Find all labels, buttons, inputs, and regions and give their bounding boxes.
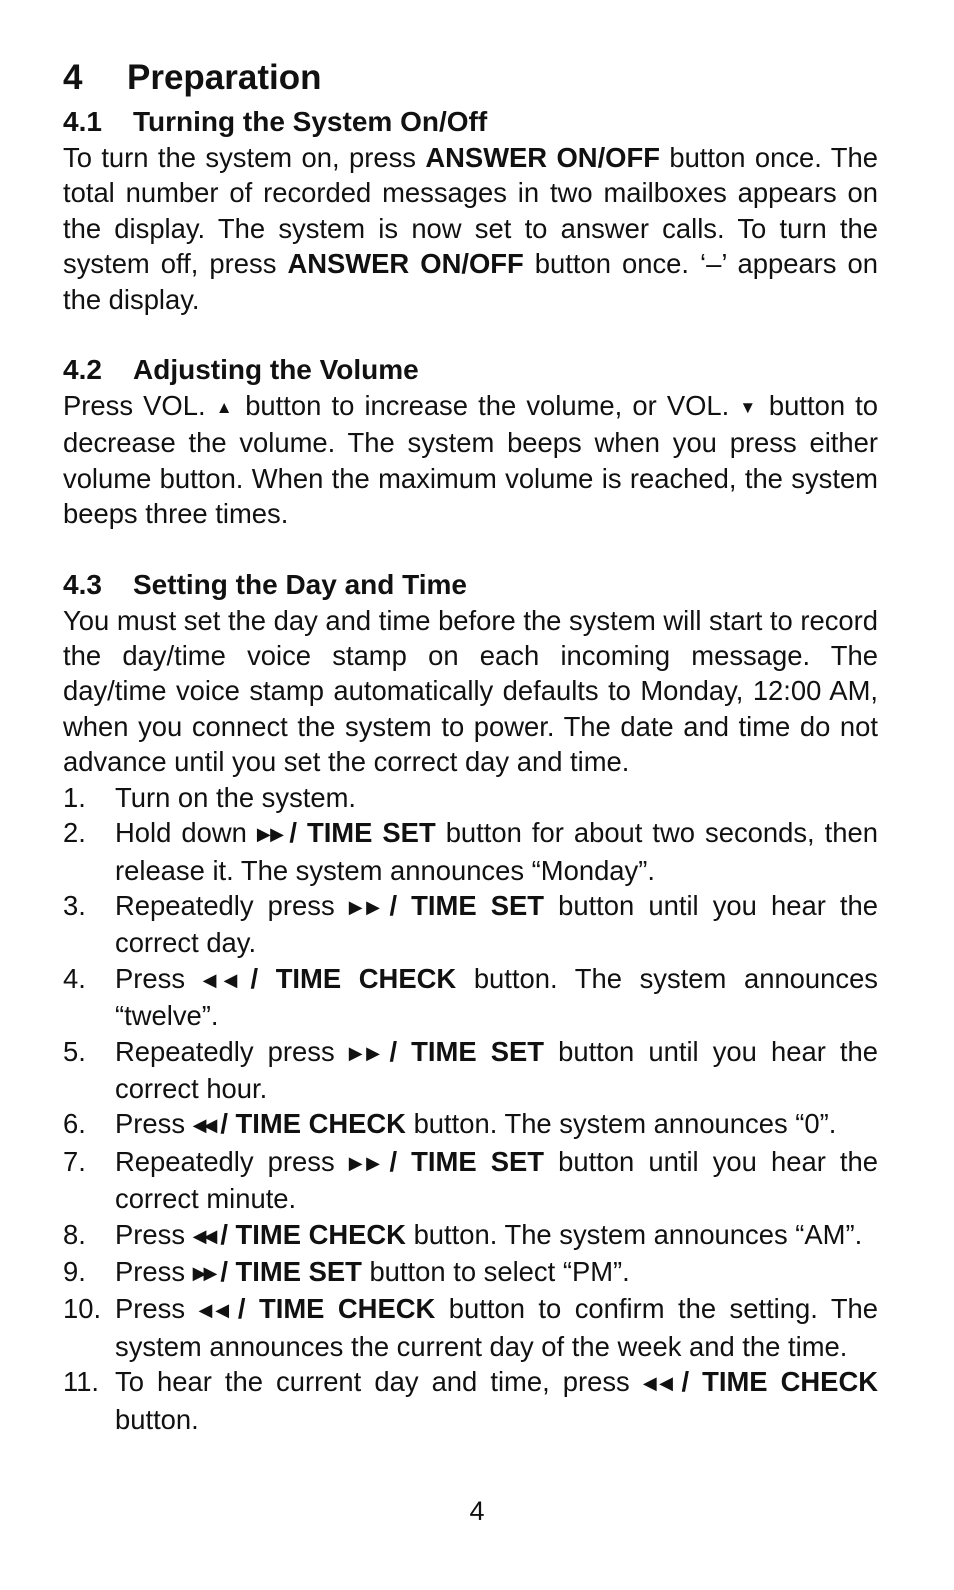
- list-item: [63, 1106, 878, 1143]
- button-name: / TIME SET: [220, 1255, 362, 1287]
- step-number: 3.: [63, 889, 86, 921]
- text: button to increase the volume, or VOL.: [235, 390, 740, 422]
- step-number: 5.: [63, 1035, 86, 1067]
- section-4-2-heading: [63, 352, 878, 388]
- spacer: [63, 532, 878, 567]
- steps-list: [63, 780, 878, 1437]
- text: button to decrease the volume. The system beeps when you press either volume button. When the maximum volume is reached, the system beeps three times.: [63, 390, 879, 530]
- rewind-icon: ◀◀: [192, 1225, 215, 1246]
- section-title: Adjusting the Volume: [133, 354, 419, 386]
- page-number: 4: [469, 1496, 485, 1526]
- section-number: 4.2: [63, 354, 102, 386]
- text: Press: [115, 962, 203, 994]
- section-number: 4.1: [63, 106, 102, 137]
- button-name: / TIME CHECK: [681, 1366, 879, 1398]
- rewind-icon: ◀◀: [202, 969, 245, 990]
- text: button until you hear the correct minute.: [115, 1145, 879, 1215]
- list-item: [63, 1291, 878, 1364]
- list-item: [63, 780, 878, 815]
- rewind-icon: ◀◀: [198, 1300, 232, 1321]
- step-number: 10.: [63, 1293, 102, 1325]
- text: Hold down: [115, 817, 257, 849]
- button-name: / TIME SET: [389, 1145, 544, 1177]
- step-number: 6.: [63, 1108, 86, 1140]
- list-item: [63, 888, 878, 961]
- section-title: Preparation: [127, 58, 322, 97]
- text: Press: [115, 1108, 193, 1140]
- button-name: / TIME SET: [289, 817, 436, 849]
- list-item: [63, 961, 878, 1034]
- triangle-up-icon: ▲: [215, 398, 236, 418]
- section-number: 4: [63, 58, 83, 97]
- text: button. The system announces “0”.: [405, 1108, 837, 1140]
- section-title: Turning the System On/Off: [133, 106, 488, 137]
- text: button to select “PM”.: [361, 1255, 630, 1287]
- text: button.: [115, 1403, 199, 1435]
- step-number: 11.: [63, 1366, 100, 1398]
- step-number: 4.: [63, 962, 86, 994]
- button-name: / TIME CHECK: [250, 962, 457, 994]
- step-number: 8.: [63, 1218, 86, 1250]
- list-item: [63, 1254, 878, 1291]
- text: button once. The total number of recorded messages in two mailboxes appears on the display. The system is now set to answer calls. To turn the system off, press: [63, 142, 878, 280]
- text: button. The system announces “AM”.: [405, 1218, 863, 1250]
- list-item: [63, 815, 878, 888]
- list-item: [63, 1034, 878, 1107]
- fast-forward-icon: ▶▶: [348, 896, 384, 917]
- list-item: [63, 1144, 878, 1217]
- spacer: [63, 317, 878, 352]
- section-4-3-intro: You must set the day and time before the system will start to record the day/time voice stamp on each incoming message. The day/time voice stamp automatically defaults to Monday, 12:00 AM, when you connect the system to power. The date and time do not advance until you set the correct day and time.: [63, 604, 879, 778]
- fast-forward-icon: ▶▶: [348, 1042, 384, 1063]
- fast-forward-icon: ▶▶: [256, 824, 284, 845]
- list-item: [63, 1217, 878, 1254]
- text: Press VOL.: [63, 390, 216, 422]
- text: To turn the system on, press: [63, 142, 426, 173]
- button-name: / TIME CHECK: [220, 1218, 406, 1250]
- fast-forward-icon: ▶▶: [192, 1262, 215, 1283]
- text: button until you hear the correct day.: [115, 889, 879, 959]
- section-4-1-paragraph: [63, 140, 878, 317]
- section-number: 4.3: [63, 568, 102, 600]
- button-name: / TIME SET: [389, 889, 544, 921]
- button-name: ANSWER ON/OFF: [425, 142, 660, 173]
- button-name: / TIME SET: [389, 1035, 544, 1067]
- button-name: / TIME CHECK: [220, 1108, 406, 1140]
- text: Press: [115, 1293, 199, 1325]
- step-number: 9.: [63, 1255, 86, 1287]
- rewind-icon: ◀◀: [192, 1115, 215, 1136]
- text: Repeatedly press: [115, 1035, 349, 1067]
- text: Repeatedly press: [115, 1145, 349, 1177]
- rewind-icon: ◀◀: [642, 1373, 676, 1394]
- button-name: ANSWER ON/OFF: [287, 248, 524, 280]
- fast-forward-icon: ▶▶: [348, 1152, 384, 1173]
- text: Press: [115, 1218, 193, 1250]
- section-title: Setting the Day and Time: [133, 568, 467, 600]
- step-number: 2.: [63, 817, 86, 849]
- text: button once. ‘–’ appears on the display.: [63, 248, 879, 315]
- list-item: [63, 1364, 878, 1437]
- section-4-2-paragraph: [63, 388, 878, 532]
- text: button until you hear the correct hour.: [115, 1035, 879, 1104]
- button-name: / TIME CHECK: [237, 1293, 436, 1325]
- text: button. The system announces “twelve”.: [115, 962, 879, 1032]
- step-text: Turn on the system.: [115, 781, 357, 813]
- triangle-down-icon: ▼: [739, 398, 759, 418]
- text: button to confirm the setting. The system announces the current day of the week and the time.: [115, 1293, 879, 1362]
- text: Press: [115, 1255, 193, 1287]
- section-4-heading: [63, 52, 878, 104]
- section-4-3-heading: [63, 567, 878, 603]
- text: Repeatedly press: [115, 889, 349, 921]
- section-4-1-heading: [63, 104, 878, 140]
- text: To hear the current day and time, press: [115, 1366, 643, 1398]
- text: button for about two seconds, then release it. The system announces “Monday”.: [115, 817, 878, 886]
- step-number: 1.: [63, 781, 86, 813]
- step-number: 7.: [63, 1145, 86, 1177]
